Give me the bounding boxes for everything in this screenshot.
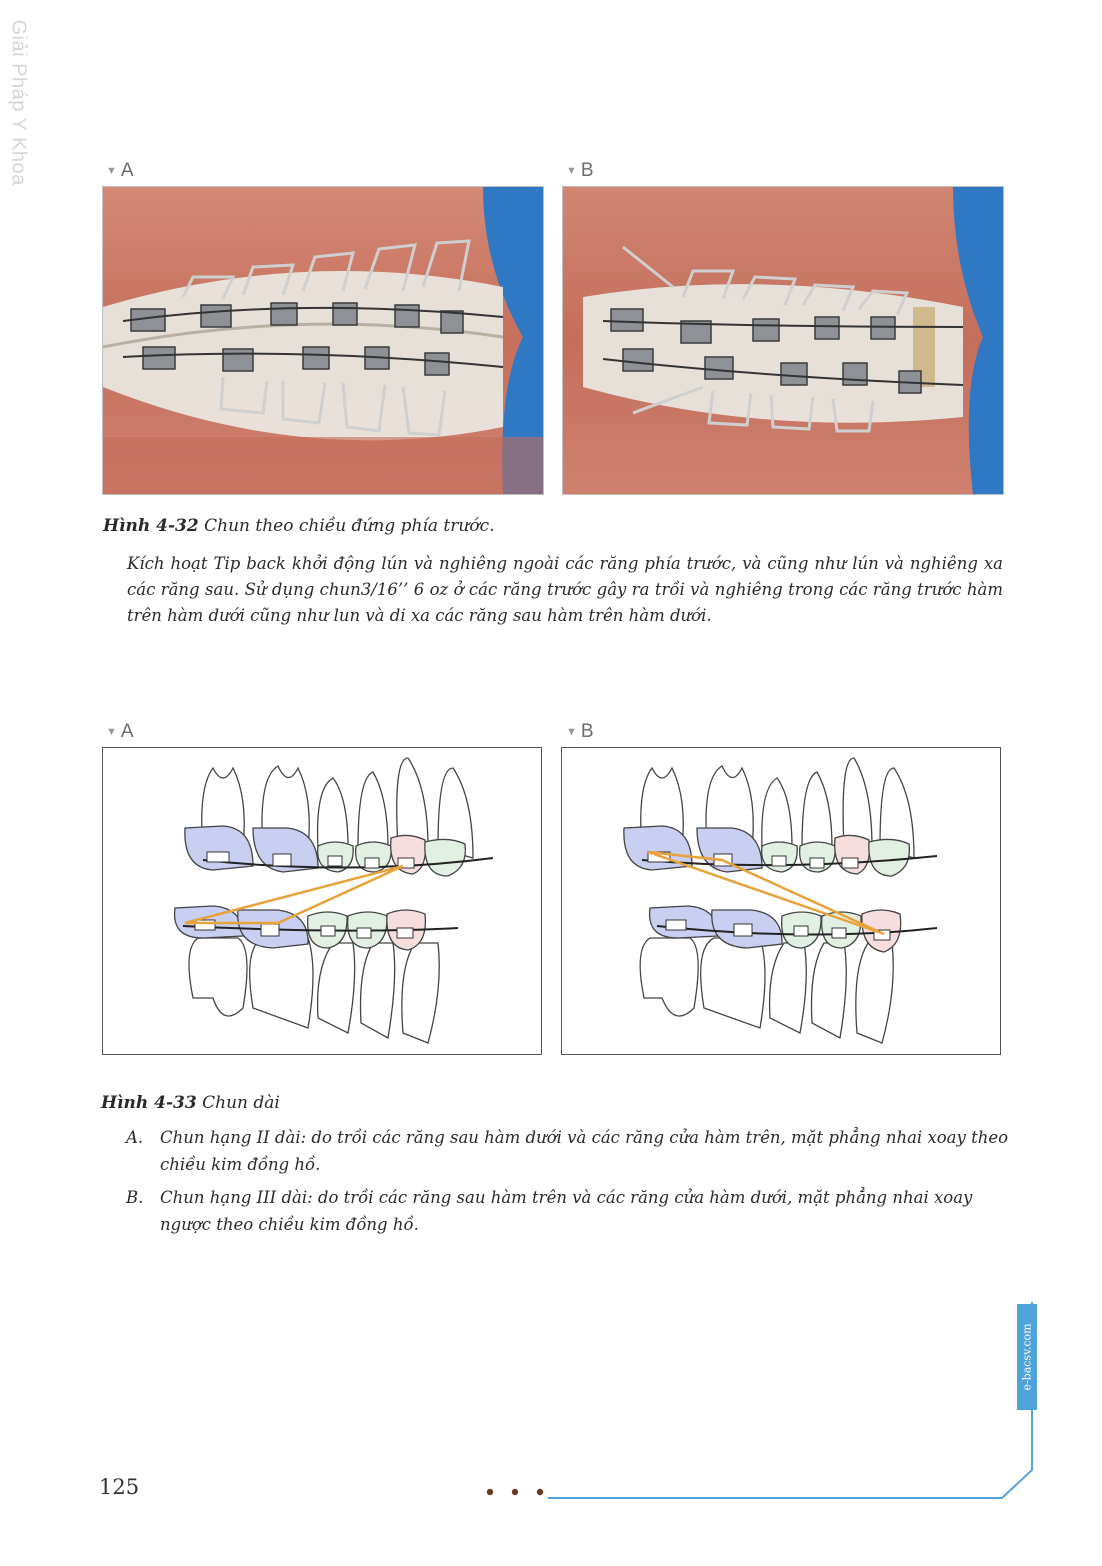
figure-32-label-a: ▼ A	[106, 160, 134, 181]
figure-33-label-a: ▼ A	[106, 721, 134, 742]
figure-32-label-b: ▼ B	[566, 160, 594, 181]
figure-33-diagram-a	[102, 747, 542, 1055]
triangle-icon: ▼	[106, 164, 117, 177]
side-brand: Giải Pháp Y Khoa	[7, 19, 30, 186]
figure-32-photo-b	[562, 186, 1004, 495]
figure-32-caption-title: Hình 4-32 Chun theo chiều đứng phía trước.	[103, 516, 495, 536]
figure-33-item-b: B. Chun hạng III dài: do trồi các răng sau hàm trên và các răng cửa hàm dưới, mặt phẳng nhai xoay ngược theo chiều kim đồng hồ.	[126, 1188, 973, 1234]
footer-dots	[484, 1484, 556, 1500]
figure-32-caption-body: Kích hoạt Tip back khởi động lún và nghiêng ngoài các răng phía trước, và cũng như lún và nghiêng xa các răng sau. Sử dụng chun3/16’’ 6 oz ở các răng trước gây ra trồi và nghiêng trong các răng trước hàm trên hàm dưới cũng như lun và di xa các răng sau hàm trên hàm dưới.	[127, 554, 1003, 625]
footer-decoration	[540, 1270, 1040, 1510]
figure-33-item-a: A. Chun hạng II dài: do trồi các răng sau hàm dưới và các răng cửa hàm trên, mặt phẳng nhai xoay theo chiều kim đồng hồ.	[126, 1128, 1009, 1174]
figure-33-diagram-b	[561, 747, 1001, 1055]
figure-33-label-b: ▼ B	[566, 721, 594, 742]
figure-33-caption-title: Hình 4-33 Chun dài	[101, 1093, 280, 1113]
triangle-icon: ▼	[566, 164, 577, 177]
triangle-icon: ▼	[106, 725, 117, 738]
figure-32-photo-a	[102, 186, 544, 495]
triangle-icon: ▼	[566, 725, 577, 738]
page-number: 125	[99, 1475, 140, 1499]
watermark-badge: e-bacsy.com	[1017, 1304, 1037, 1410]
